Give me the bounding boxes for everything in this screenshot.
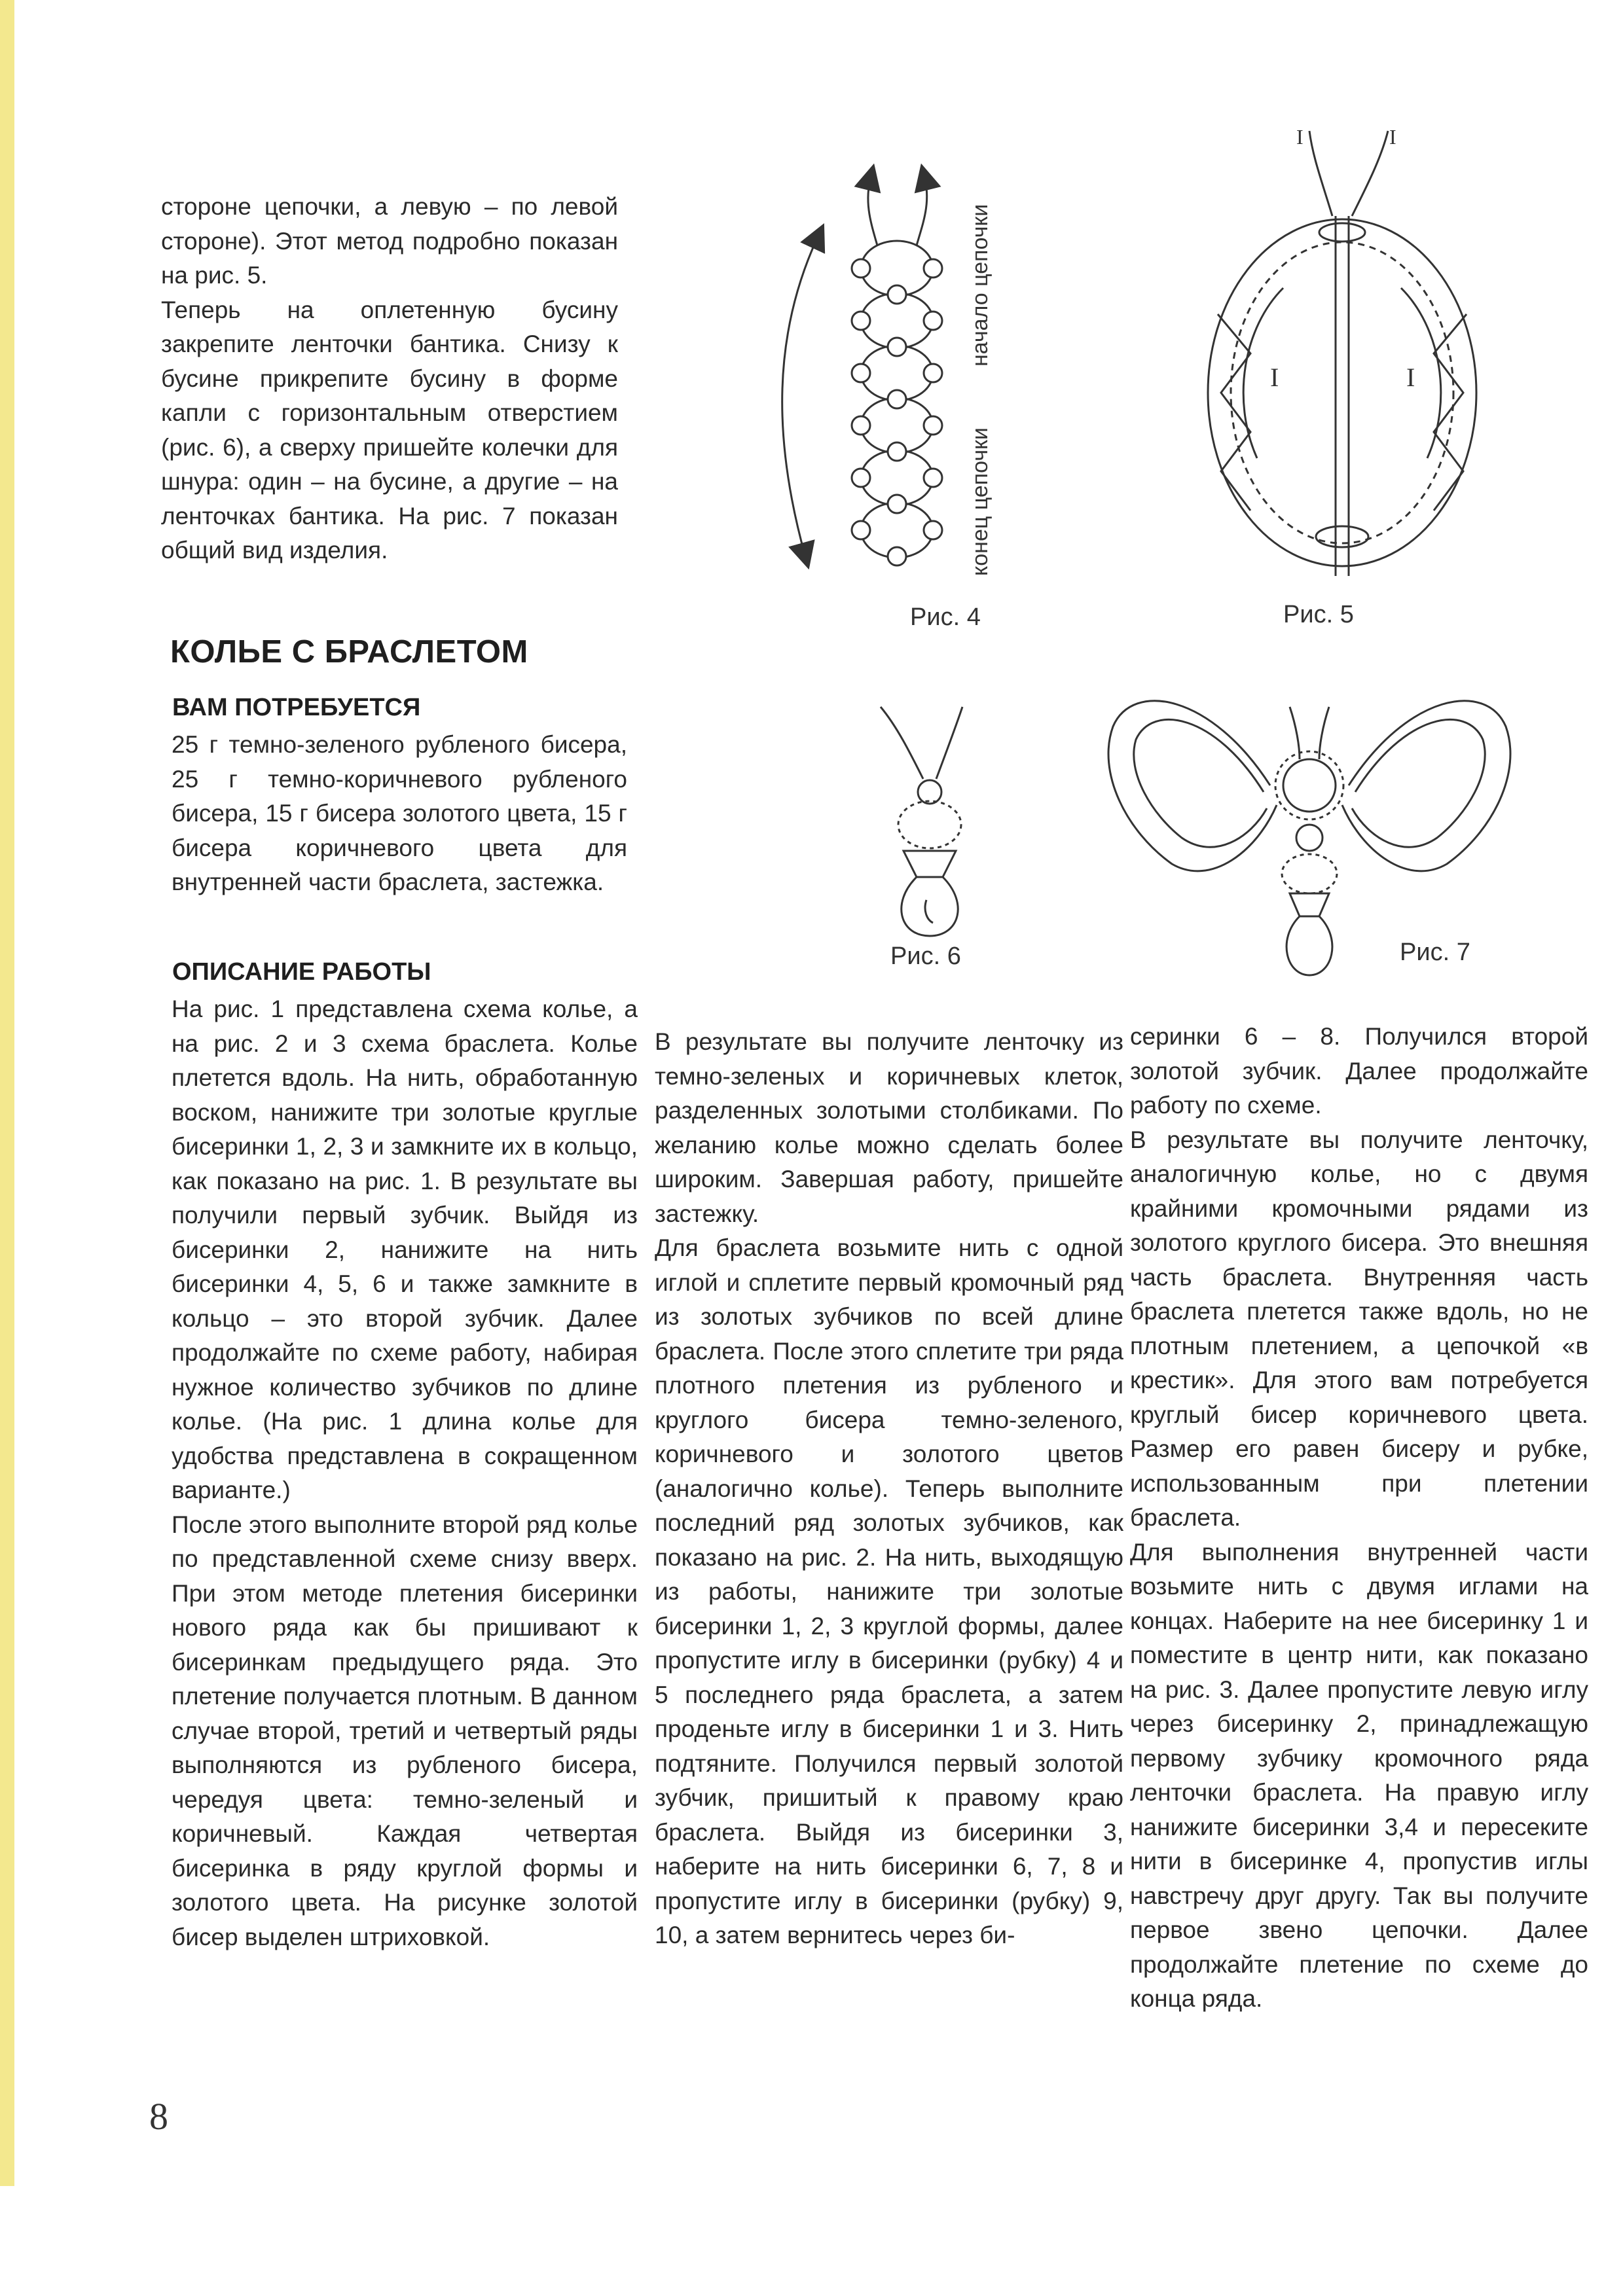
materials-heading: ВАМ ПОТРЕБУЕТСЯ <box>172 694 421 721</box>
paragraph: На рис. 1 представлена схема колье, а на рис. 2 и 3 схема браслета. Колье плетется вдоль. На нить, обработанную воском, нанижите три золотые круглые бисеринки 1, 2, 3 и замкните их в кольцо, как показано на рис. 1. В результате вы получили первый зубчик. Выйдя из бисеринки 2, нанижите на нить бисеринки 4, 5, 6 и также замкните в кольцо – это второй зубчик. Далее продолжайте по схеме работу, набирая нужное количество зубчиков по длине колье. (На рис. 1 длина колье для удобства представлена в сокращенном варианте.) <box>172 996 638 1503</box>
text-column-1 <box>172 992 638 1954</box>
paragraph: В результате вы получите ленточку из темно-зеленых и коричневых клеток, разделенных золотыми столбиками. По желанию колье можно сделать более широким. Завершая работу, пришейте застежку. <box>655 1028 1123 1227</box>
paragraph: После этого выполните второй ряд колье по представленной схеме снизу вверх. При этом методе плетения бисеринки нового ряда как бы пришивают к бисеринкам предыдущего ряда. Это плетение получается плотным. В данном случае второй, третий и четвертый ряды выполняются из рубленого бисера, чередуя цвета: темно-зеленый и коричневый. Каждая четвертая бисеринка в ряду круглой формы и золотого цвета. На рисунке золотой бисер выделен штриховкой. <box>172 1511 638 1950</box>
figure-5-bead-diagram <box>1192 118 1493 589</box>
figure-6-caption: Рис. 6 <box>890 942 961 970</box>
figure-7-bow-assembly <box>1100 668 1519 982</box>
paragraph: Для браслета возьмите нить с одной иглой и сплетите первый кромочный ряд из золотых зубчиков по всей длине браслета. После этого сплетите три ряда плотного плетения из рубленого и круглого бисера темно-зеленого, коричневого и золотого цветов (аналогично колье). Теперь выполните последний ряд золотых зубчиков, как показано на рис. 2. На нить, выходящую из работы, нанижите три золотые бисеринки 1, 2, 3 круглой формы, далее пропустите иглу в бисеринки (рубку) 4 и 5 последнего ряда браслета, а затем проденьте иглу в бисеринки 1 и 3. Нить подтяните. Получился первый золотой зубчик, пришитый к правому краю браслета. Выйдя из бисеринки 3, наберите на нить бисеринки 6, 7, 8 и пропустите иглу в бисеринки (рубку) 9, 10, а затем вернитесь через би- <box>655 1234 1123 1948</box>
thread-mark-left: I <box>1296 125 1304 149</box>
thread-mark-right: I <box>1389 125 1396 149</box>
paragraph: серинки 6 – 8. Получился второй золотой зубчик. Далее продолжайте работу по схеме. <box>1130 1023 1588 1119</box>
direction-mark-left: I <box>1270 363 1279 392</box>
paragraph: Для выполнения внутренней части возьмите нить с двумя иглами на концах. Наберите на нее бисеринку 1 и поместите в центр нити, как показано на рис. 3. Далее пропустите левую иглу через бисеринку 2, принадлежащую первому зубчику кромочного ряда ленточки браслета. На правую иглу нанижите бисеринки 3,4 и пересеките нити в бисеринке 4, пропустив иглы навстречу друг другу. Так вы получите первое звено цепочки. Далее продолжайте плетение по схеме до конца ряда. <box>1130 1538 1588 2012</box>
description-heading: ОПИСАНИЕ РАБОТЫ <box>172 958 431 986</box>
figure-6-drop-bead <box>864 694 995 942</box>
text-column-3 <box>1130 1020 1588 2017</box>
paragraph: стороне цепочки, а левую – по левой стороне). Этот метод подробно показан на рис. 5. <box>161 193 618 289</box>
chain-end-label: конец цепочки <box>968 427 993 576</box>
text-column-2 <box>655 1025 1123 1953</box>
figure-5-caption: Рис. 5 <box>1283 601 1354 628</box>
figure-4-chain-diagram <box>779 164 1054 583</box>
figure-4-caption: Рис. 4 <box>910 603 981 631</box>
section-title: КОЛЬЕ С БРАСЛЕТОМ <box>170 634 528 670</box>
yellow-margin-stripe <box>0 0 14 2186</box>
page-number: 8 <box>149 2095 168 2138</box>
materials-text: 25 г темно-зеленого рубленого бисера, 25 г темно-коричневого рубленого бисера, 15 г бисера золотого цвета, 15 г бисера коричневого цвета для внутренней части браслета, застежка. <box>172 731 627 895</box>
chain-start-label: начало цепочки <box>968 204 993 367</box>
intro-text <box>161 190 618 568</box>
paragraph: В результате вы получите ленточку, аналогичную колье, но с двумя крайними кромочными рядами из золотого круглого бисера. Это внешняя часть браслета. Внутренняя часть браслета плетется также вдоль, но не плотным плетением, а цепочкой «в крестик». Для этого вам потребуется круглый бисер коричневого цвета. Размер его равен бисеру и рубке, использованным при плетении браслета. <box>1130 1126 1588 1531</box>
direction-mark-right: I <box>1406 363 1415 392</box>
figure-7-caption: Рис. 7 <box>1400 939 1470 966</box>
paragraph: Теперь на оплетенную бусину закрепите ленточки бантика. Снизу к бусине прикрепите бусину в форме капли с горизонтальным отверстием (рис. 6), а сверху пришейте колечки для шнура: один – на бусине, а другие – на ленточках бантика. На рис. 7 показан общий вид изделия. <box>161 296 618 564</box>
